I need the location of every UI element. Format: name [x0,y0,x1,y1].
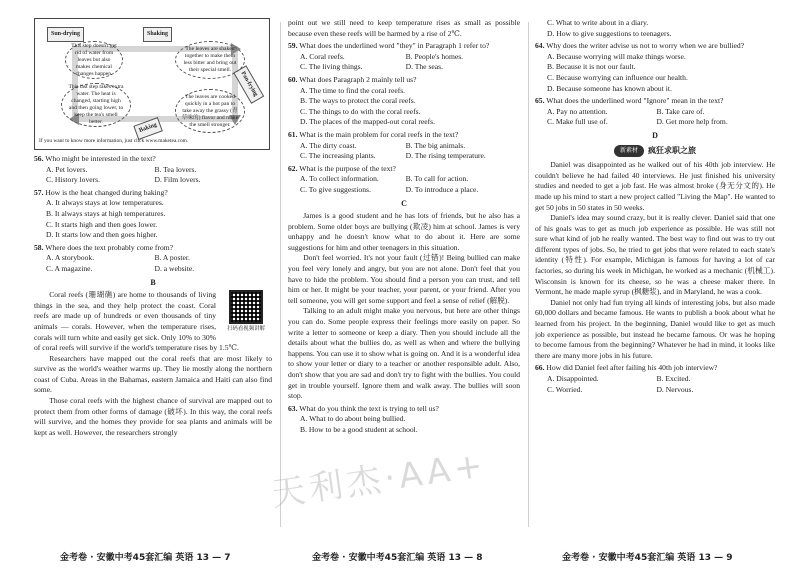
stage-shaking: Shaking [143,27,172,42]
question-65 [535,96,775,128]
q60-options [288,86,520,128]
q57-opt-d[interactable]: D. It starts low and then goes higher. [46,230,158,240]
step-sun-drying: This step doesn't get rid of water from leaves but also makes chemical changes happen. [65,41,123,79]
q60-opt-c[interactable]: C. The things to do with the coral reefs. [300,106,421,116]
c-paragraph-2: Don't feel worried. It's not your fault (过错)! Being bullied can make you feel very lonely and angry, but you are not alone. Don't feel that you have to hide the problem. You should find a person you can trust, and tell him or her. It might be your teacher, your parent, or your friend. After you tell someone, you will get some support and feel a sense of relief (解脱). [288,253,520,305]
qr-caption: 扫码看视频讲解 [227,326,265,333]
footer-series: 金考卷 · 安徽中考45套汇编 [60,553,173,563]
tea-process-chart [34,18,270,150]
footer-page-number: 13 — 8 [448,553,483,563]
q65-options [535,107,775,128]
q58-opt-d[interactable]: D. a website. [154,263,195,273]
q64-opt-b[interactable]: B. Because it is not our fault. [547,62,636,72]
q56-opt-d[interactable]: D. Film lovers. [154,175,201,185]
q60-num: 60. [288,74,298,84]
new-material-badge: 新素材 [614,145,644,158]
q58-options [34,253,272,274]
question-61 [288,130,520,162]
stage-pan-frying: Pan-frying [234,65,264,103]
q66-options [535,374,775,395]
q58-text: Where does the text probably come from? [45,242,174,252]
q59-opt-b[interactable]: B. People's homes. [405,51,464,61]
q62-text: What is the purpose of the text? [299,163,396,173]
stage-baking: Baking [133,117,163,140]
q63-text: What do you think the text is trying to tell us? [299,403,439,413]
footer-subject: 英语 [175,553,194,563]
q59-num: 59. [288,41,298,51]
q57-num: 57. [34,187,44,197]
qr-block[interactable] [220,290,272,333]
q63-opt-b[interactable]: B. How to be a good student at school. [300,424,418,434]
footer-page-number: 13 — 9 [698,553,733,563]
q56-opt-b[interactable]: B. Tea lovers. [154,164,197,174]
column-3 [535,18,775,538]
b-paragraph-1: Coral reefs (珊瑚礁) are home to thousands of living things in the sea, and they help protect the coast. Coral reefs are made up of hundreds or even thousands of tiny animals — corals. However, when the temperature rises, corals will turn white and easily get sick. Only 10% to 30% of coral reefs will survive if the world's temperature rises by 1.5℃. [34,290,239,353]
q57-opt-a[interactable]: A. It always stays at low temperatures. [46,198,164,208]
q60-opt-a[interactable]: A. The time to find the coral reefs. [300,85,406,95]
q65-num: 65. [535,96,545,106]
q64-text: Why does the writer advise us not to worry when we are bullied? [546,41,745,51]
q57-opt-c[interactable]: C. It starts high and then goes lower. [46,219,158,229]
q59-opt-d[interactable]: D. The seas. [405,62,443,72]
q65-opt-b[interactable]: B. Take care of. [656,106,705,116]
watermark-text: 天利杰·AA+ [268,445,489,515]
q56-text: Who might be interested in the text? [45,154,156,163]
q66-opt-a[interactable]: A. Disappointed. [547,374,599,383]
q63-num: 63. [288,403,298,413]
q66-text: How did Daniel feel after failing his 40th job interview? [546,363,718,373]
q61-opt-d[interactable]: D. The rising temperature. [405,151,486,161]
question-60 [288,75,520,128]
q64-options [535,52,775,94]
q61-text: What is the main problem for coral reefs in the text? [299,129,459,139]
d-paragraph-3: Daniel not only had fun trying all kinds of interesting jobs, but also made 60,000 dollars and became famous. He wants to publish a book about what he learned from his project. In the beginning, Daniel would like to get as much job experience as possible, but instead he became famous. Or was he hoping to become famous from the beginning? Whatever he had in mind, it looks like there are many more jobs in his future. [535,297,775,360]
footer-series: 金考卷 · 安徽中考45套汇编 [312,553,425,563]
question-64 [535,41,775,94]
chart-footer: If you want to know more information, just click www.maketea.com. [39,138,189,145]
q66-opt-d[interactable]: D. Nervous. [656,384,694,394]
q61-num: 61. [288,129,298,139]
d-paragraph-2: Daniel's idea may sound crazy, but it is really clever. Daniel said that one of his goals was to get as much job experience as possible. He was still not sure what kind of job he really wanted. The best way to find out was to try out different types of jobs. So, he tried to get jobs that were related to each state's identity (特性). For example, Michigan is famous for having a lot of car factories, so during his week in Michigan, he worked as a mechanic (机械工). Wisconsin is known for its cheese, so he was a cheese maker there. In Vermont, he made maple syrup (枫糖浆), and in Maryland, he was a cook. [535,213,775,297]
b-paragraph-3: Those coral reefs with the highest chance of survival are mapped out to protect them from other forms of damage (破坏). In this way, the coral reefs will survive, and the homes they provide for sea plants and animals will be kept as well. However, the researchers strongly [34,396,272,437]
stage-sun-drying: Sun-drying [47,27,84,42]
question-66 [535,363,775,395]
section-d-subtitle: 疯狂求职之旅 [648,145,696,155]
q63-opt-d[interactable]: D. How to give suggestions to teenagers. [547,28,672,38]
q62-options [288,174,520,195]
q57-opt-b[interactable]: B. It always stays at high temperatures. [46,208,166,218]
step-pan-frying: The leaves are cooked quickly in a hot pan to take away the grassy (青草味的) flavor and make the smell stronger. [175,89,245,133]
section-d-title: D [652,130,658,140]
q61-opt-a[interactable]: A. The dirty coast. [300,140,357,150]
footer-subject: 英语 [427,553,446,563]
b-paragraph-2: Researchers have mapped out the coral reefs that are most likely to survive as the world's weather warms up. They lie mostly along the northern coast of Cuba. Areas in the Bahamas, eastern Jamaica and Haiti can also find some. [34,353,272,395]
q64-num: 64. [535,41,545,51]
footer-page-7 [60,550,231,563]
q64-opt-c[interactable]: C. Because worrying can influence our health. [547,72,688,82]
section-d-header [535,145,775,158]
b-paragraph-3-cont: point out we still need to keep temperature rises as small as possible because even these reefs will be harmed by a rise of 2℃. [288,18,520,38]
question-63 [288,404,520,436]
q60-opt-b[interactable]: B. The ways to protect the coral reefs. [300,96,416,106]
question-56 [34,154,272,186]
q63-options-rest [535,18,775,39]
q60-opt-d[interactable]: D. The places of the mapped-out coral reefs. [300,117,436,127]
q59-options [288,52,520,73]
q56-num: 56. [34,154,44,163]
step-shaking: The leaves are shaken together to make them less bitter and bring out their special smell. [175,41,245,79]
qr-code-icon[interactable] [229,290,263,324]
question-57 [34,188,272,241]
q61-opt-b[interactable]: B. The big animals. [405,140,466,150]
q56-options [34,165,272,186]
q58-opt-b[interactable]: B. A poster. [154,253,190,263]
q58-num: 58. [34,242,44,252]
column-1 [34,18,272,538]
section-c-title: C [401,198,407,208]
q66-opt-c[interactable]: C. Worried. [547,384,583,394]
question-59 [288,41,520,73]
column-divider-2 [528,22,529,527]
d-paragraph-1: Daniel was disappointed as he walked out of his 40th job interview. He couldn't believe he had failed 40 interviews. He just finished his university studies and needed to get a job fast. He was almost broke (身无分文的). He made up his mind to start a new project called "Living the Map". He wanted to get 50 jobs in 50 states in 50 weeks. [535,160,775,212]
q65-opt-c[interactable]: C. Make full use of. [547,117,608,127]
footer-page-8 [312,550,483,563]
q64-opt-a[interactable]: A. Because worrying will make things worse. [547,51,686,61]
q63-options [288,414,520,435]
q62-num: 62. [288,163,298,173]
q63-opt-a[interactable]: A. What to do about being bullied. [300,414,406,424]
q59-text: What does the underlined word "they" in Paragraph 1 refer to? [299,41,490,51]
column-divider-1 [280,22,281,527]
footer-page-number: 13 — 7 [196,553,231,563]
q65-opt-d[interactable]: D. Get more help from. [656,117,728,127]
q65-text: What does the underlined word "Ignore" mean in the text? [546,96,724,106]
q66-opt-b[interactable]: B. Excited. [656,374,691,383]
q58-opt-a[interactable]: A. A storybook. [46,253,95,263]
q61-opt-c[interactable]: C. The increasing plants. [300,151,376,161]
q57-options [34,198,272,240]
q57-text: How is the heat changed during baking? [45,187,168,197]
q59-opt-c[interactable]: C. The living things. [300,62,363,72]
q59-opt-a[interactable]: A. Coral reefs. [300,51,345,61]
section-b-title: B [150,277,156,287]
question-62 [288,164,520,196]
c-paragraph-3: Talking to an adult might make you nervous, but here are other things you can do. Some people express their feelings more easily on paper. So write a letter to someone or keep a diary. Then you should include all the details about what the bullies do, as well as when and where the bullying happens. You can use it to show what is going on. And it is a wonderful idea to show your letter or diary to a teacher or another responsible adult. Also, don't show that you are sad and don't try to fight with the bullies. You could get in trouble yourself. Ignore them and walk away. The bullies will soon stop. [288,306,520,401]
q62-opt-c[interactable]: C. To give suggestions. [300,184,371,194]
footer-series: 金考卷 · 安徽中考45套汇编 [562,553,675,563]
q66-num: 66. [535,363,545,373]
q62-opt-d[interactable]: D. To introduce a place. [405,184,479,194]
q61-options [288,141,520,162]
step-baking: This last step takes extra water. The heat is changed, starting high and then going lower, to keep the tea's smell better. [61,83,131,127]
c-paragraph-1: James is a good student and he has lots of friends, but he also has a problem. Some older boys are bullying (欺凌) him at school. James is very unhappy and he doesn't know what to do about it. Here are some suggestions for him and other teenagers in this situation. [288,211,520,252]
q65-opt-a[interactable]: A. Pay no attention. [547,106,608,116]
q62-opt-b[interactable]: B. To call for action. [405,174,469,184]
q60-text: What does Paragraph 2 mainly tell us? [299,74,417,84]
footer-subject: 英语 [677,553,696,563]
q64-opt-d[interactable]: D. Because someone has known about it. [547,83,672,93]
q58-opt-c[interactable]: C. A magazine. [46,263,93,273]
footer-page-9 [562,550,733,563]
question-58 [34,243,272,275]
q63-opt-c[interactable]: C. What to write about in a diary. [547,18,649,27]
q62-opt-a[interactable]: A. To collect information. [300,174,379,184]
q56-opt-a[interactable]: A. Pet lovers. [46,164,88,174]
q56-opt-c[interactable]: C. History lovers. [46,175,100,185]
